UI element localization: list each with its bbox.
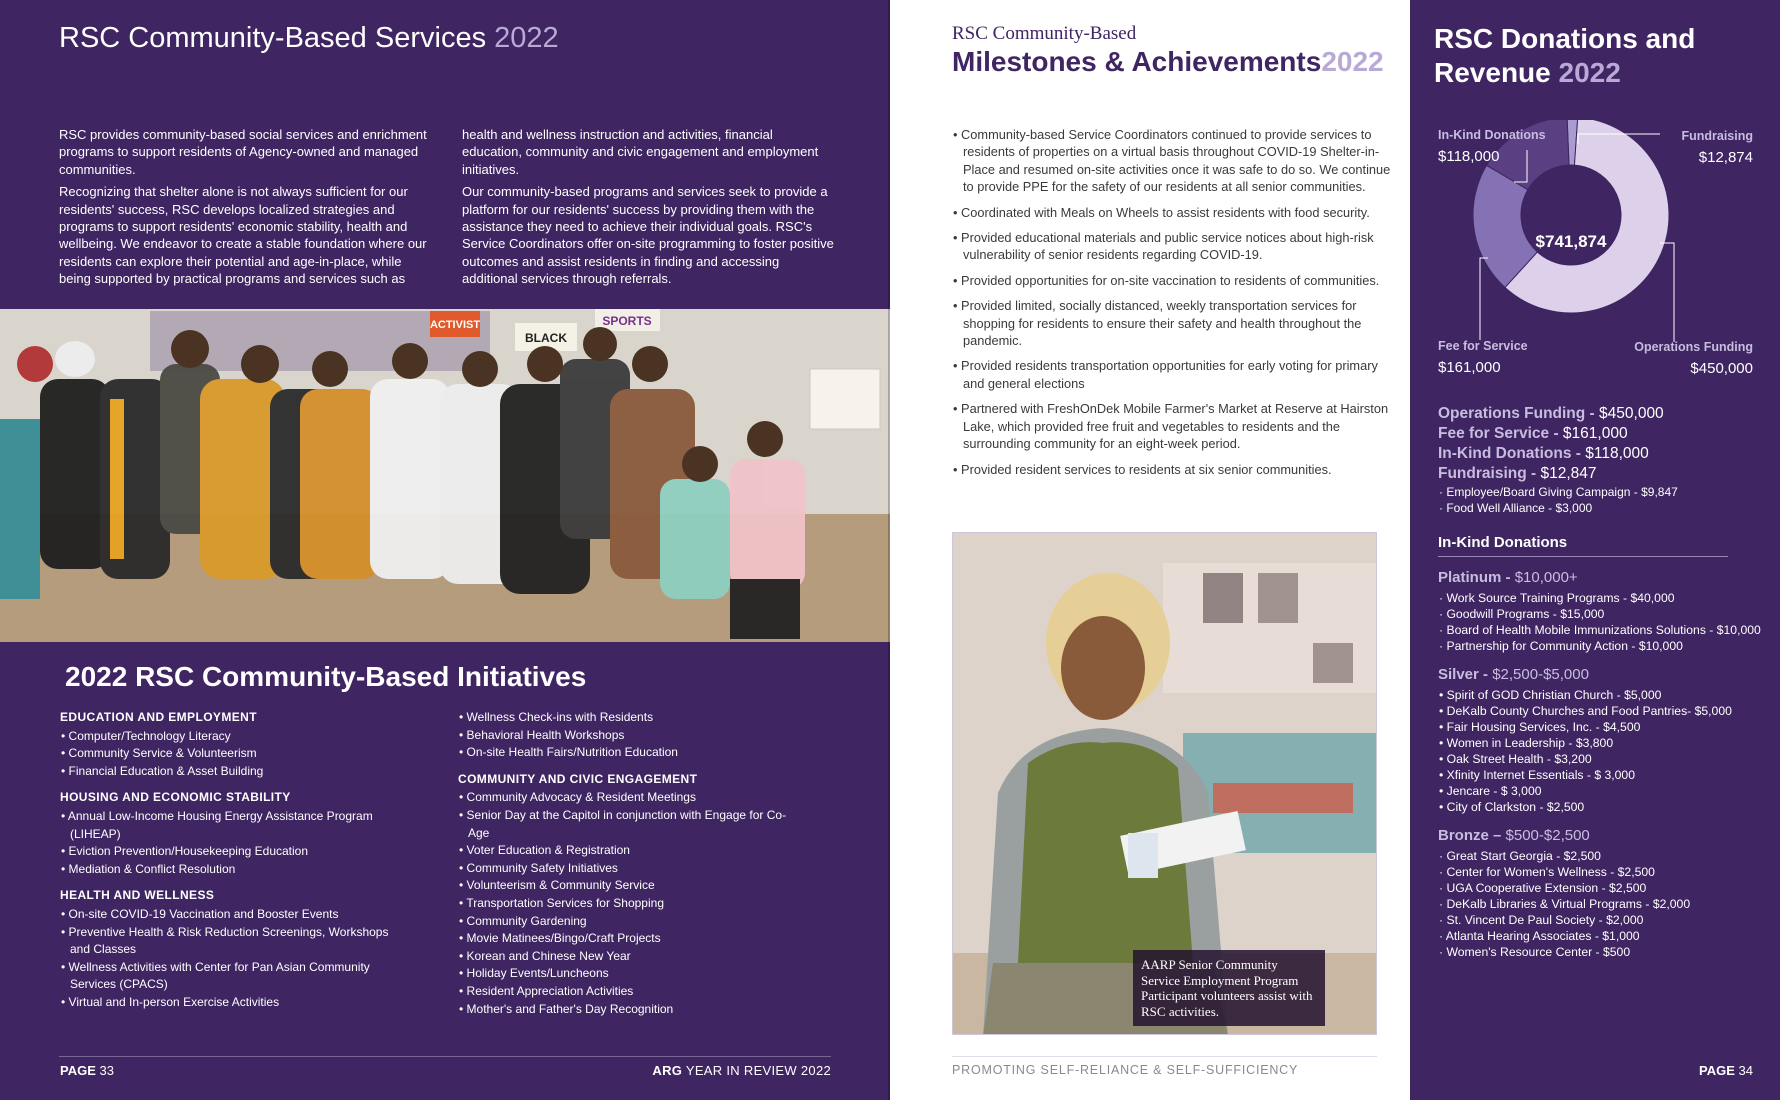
milestones-title-year: 2022: [1321, 46, 1384, 77]
list-item: • Wellness Check-ins with Residents: [458, 709, 803, 727]
health-list-continued: [458, 709, 803, 762]
page-number-left: [60, 1063, 114, 1078]
services-title-year: 2022: [494, 22, 559, 54]
housing-list: [60, 808, 405, 878]
list-item: • Financial Education & Asset Building: [60, 763, 405, 781]
intro-paragraph: Recognizing that shelter alone is not always sufficient for our residents' success, RSC develops localized strategies and programs to support residents' economic stability, health and wellbeing. We endeavor to create a stable foundation where our residents can explore their potential and age-in-place, while being supported by practical programs and services such as: [59, 184, 427, 287]
inkind-divider: [1438, 556, 1728, 557]
list-item: · Great Start Georgia - $2,500: [1438, 848, 1768, 864]
list-item: • On-site COVID-19 Vaccination and Booster Events: [60, 906, 405, 924]
summary-row: Fundraising - $12,847: [1438, 465, 1597, 482]
services-title: [59, 22, 559, 55]
donut-total: $741,874: [1535, 232, 1607, 251]
photo-caption: AARP Senior Community Service Employment Program Participant volunteers assist with RSC activities.: [1133, 950, 1325, 1026]
list-item: • Oak Street Health - $3,200: [1438, 751, 1768, 767]
page-milestones: [890, 0, 1410, 1100]
initiatives-column-2: [458, 709, 803, 1018]
fee-value: $161,000: [1438, 359, 1501, 376]
list-item: · Atlanta Hearing Associates - $1,000: [1438, 928, 1768, 944]
list-item: • Virtual and In-person Exercise Activities: [60, 994, 405, 1012]
list-item: • Volunteerism & Community Service: [458, 877, 803, 895]
list-item: • Annual Low-Income Housing Energy Assistance Program (LIHEAP): [60, 808, 405, 843]
leader-line-operations: [1660, 243, 1674, 342]
inkind-value: $118,000: [1438, 148, 1500, 165]
tier-bronze: Bronze – $500-$2,500: [1438, 827, 1590, 844]
list-item: • DeKalb County Churches and Food Pantries- $5,000: [1438, 703, 1768, 719]
list-item: • City of Clarkston - $2,500: [1438, 799, 1768, 815]
list-item: • Community Service & Volunteerism: [60, 745, 405, 763]
intro-column-2: [462, 126, 834, 293]
housing-heading: HOUSING AND ECONOMIC STABILITY: [60, 790, 291, 805]
list-item: · Food Well Alliance - $3,000: [1438, 500, 1758, 516]
footer-divider: [59, 1056, 831, 1057]
volunteer-photo: [952, 532, 1377, 1035]
donations-title: [1434, 22, 1780, 90]
operations-value: $450,000: [1690, 360, 1753, 377]
intro-paragraph: RSC provides community-based social services and enrichment programs to support residents of Agency-owned and managed communities.: [59, 127, 427, 177]
list-item: · Partnership for Community Action - $10,000: [1438, 638, 1768, 654]
list-item: • Provided resident services to residents at six senior communities.: [952, 461, 1392, 478]
list-item: • Fair Housing Services, Inc. - $4,500: [1438, 719, 1768, 735]
list-item: • Wellness Activities with Center for Pan Asian Community Services (CPACS): [60, 959, 405, 994]
initiatives-title: 2022 RSC Community-Based Initiatives: [65, 661, 587, 692]
milestones-list: [952, 126, 1392, 486]
list-item: • Senior Day at the Capitol in conjunction with Engage for Co-Age: [458, 807, 803, 842]
bronze-list: [1438, 848, 1768, 960]
list-item: • Voter Education & Registration: [458, 842, 803, 860]
inkind-tiers: [1438, 567, 1768, 960]
donations-title-main: RSC Donations and Revenue: [1434, 23, 1696, 88]
tier-silver: Silver - $2,500-$5,000: [1438, 666, 1589, 683]
fundraising-value: $12,874: [1698, 149, 1753, 166]
list-item: • Eviction Prevention/Housekeeping Education: [60, 843, 405, 861]
health-heading: HEALTH AND WELLNESS: [60, 888, 215, 903]
inkind-label: In-Kind Donations: [1438, 128, 1546, 142]
list-item: • Jencare - $ 3,000: [1438, 783, 1768, 799]
list-item: • Provided residents transportation opportunities for early voting for primary and general elections: [952, 357, 1392, 392]
list-item: • Mother's and Father's Day Recognition: [458, 1001, 803, 1019]
list-item: • Partnered with FreshOnDek Mobile Farmer's Market at Reserve at Hairston Lake, which provided free fruit and vegetables to residents and the surrounding community for an eight-week period.: [952, 400, 1392, 452]
list-item: • Spirit of GOD Christian Church - $5,000: [1438, 687, 1768, 703]
revenue-donut-chart: [1410, 120, 1780, 380]
list-item: • Behavioral Health Workshops: [458, 727, 803, 745]
list-item: · DeKalb Libraries & Virtual Programs - $2,000: [1438, 896, 1768, 912]
footer-brand: [652, 1063, 831, 1078]
intro-column-1: [59, 126, 431, 293]
page-34: [1410, 0, 1780, 1100]
list-item: • Provided opportunities for on-site vaccination to residents of communities.: [952, 272, 1392, 289]
page-number-value: 34: [1738, 1063, 1753, 1078]
summary-row: Operations Funding - $450,000: [1438, 405, 1664, 422]
list-item: • Computer/Technology Literacy: [60, 728, 405, 746]
list-item: • Provided educational materials and public service notices about high-risk vulnerability of senior residents regarding COVID-19.: [952, 229, 1392, 264]
list-item: • Coordinated with Meals on Wheels to assist residents with food security.: [952, 204, 1392, 221]
list-item: • Preventive Health & Risk Reduction Screenings, Workshops and Classes: [60, 924, 405, 959]
list-item: • Holiday Events/Luncheons: [458, 965, 803, 983]
list-item: · Goodwill Programs - $15,000: [1438, 606, 1768, 622]
civic-list: [458, 789, 803, 1018]
page-number-right: [1699, 1063, 1753, 1078]
civic-heading: COMMUNITY AND CIVIC ENGAGEMENT: [458, 771, 698, 786]
footer-divider: [952, 1056, 1377, 1057]
fundraising-list: [1438, 484, 1758, 516]
list-item: · Employee/Board Giving Campaign - $9,847: [1438, 484, 1758, 500]
leader-line-fee: [1480, 258, 1488, 340]
brand-subtitle: YEAR IN REVIEW 2022: [685, 1063, 831, 1078]
list-item: • Community Safety Initiatives: [458, 860, 803, 878]
sports-sign: SPORTS: [602, 314, 652, 328]
summary-row: In-Kind Donations - $118,000: [1438, 445, 1649, 462]
list-item: • Community Advocacy & Resident Meetings: [458, 789, 803, 807]
inkind-heading: In-Kind Donations: [1438, 534, 1568, 551]
health-list: [60, 906, 405, 1012]
activist-sign: ACTIVIST: [429, 319, 481, 331]
education-heading: EDUCATION AND EMPLOYMENT: [60, 710, 257, 724]
initiatives-column-1: [60, 709, 405, 1012]
black-sign: BLACK: [525, 331, 567, 345]
page-label: PAGE: [60, 1063, 96, 1078]
education-list: [60, 728, 405, 781]
group-photo: [0, 309, 890, 642]
fundraising-label: Fundraising: [1681, 129, 1753, 143]
milestones-title: [952, 46, 1384, 78]
services-title-main: RSC Community-Based Services: [59, 22, 487, 54]
list-item: • On-site Health Fairs/Nutrition Education: [458, 744, 803, 762]
intro-paragraph: health and wellness instruction and activities, financial education, community and civic engagement and employment initiatives.: [462, 127, 819, 177]
list-item: · Work Source Training Programs - $40,000: [1438, 590, 1768, 606]
list-item: • Movie Matinees/Bingo/Craft Projects: [458, 930, 803, 948]
list-item: • Resident Appreciation Activities: [458, 983, 803, 1001]
list-item: • Provided limited, socially distanced, weekly transportation services for shopping for residents to ensure their safety and health throughout the pandemic.: [952, 297, 1392, 349]
revenue-summary: [1438, 404, 1758, 516]
list-item: • Community Gardening: [458, 913, 803, 931]
list-item: · UGA Cooperative Extension - $2,500: [1438, 880, 1768, 896]
group-photo-illustration: [0, 309, 890, 642]
silver-list: [1438, 687, 1768, 815]
platinum-list: [1438, 590, 1768, 654]
list-item: • Transportation Services for Shopping: [458, 895, 803, 913]
donations-title-year: 2022: [1558, 57, 1621, 88]
fee-label: Fee for Service: [1438, 339, 1528, 353]
milestones-supertitle: RSC Community-Based: [952, 23, 1137, 44]
summary-row: Fee for Service - $161,000: [1438, 425, 1628, 442]
page-number-value: 33: [99, 1063, 114, 1078]
operations-label: Operations Funding: [1634, 340, 1753, 354]
list-item: · Center for Women's Wellness - $2,500: [1438, 864, 1768, 880]
list-item: • Mediation & Conflict Resolution: [60, 861, 405, 879]
list-item: • Xfinity Internet Essentials - $ 3,000: [1438, 767, 1768, 783]
milestones-title-main: Milestones & Achievements: [952, 46, 1322, 77]
list-item: · Board of Health Mobile Immunizations Solutions - $10,000: [1438, 622, 1768, 638]
list-item: • Korean and Chinese New Year: [458, 948, 803, 966]
tier-platinum: Platinum - $10,000+: [1438, 569, 1578, 586]
list-item: · St. Vincent De Paul Society - $2,000: [1438, 912, 1768, 928]
footer-tagline: PROMOTING SELF-RELIANCE & SELF-SUFFICIENCY: [952, 1063, 1299, 1077]
intro-paragraph: Our community-based programs and services seek to provide a platform for our residents' success by providing them with the assistance they need to achieve their individual goals. RSC's Service Coordinators offer on-site programming to foster positive outcomes and assist residents in finding and accessing additional services through referrals.: [462, 184, 834, 287]
list-item: • Women in Leadership - $3,800: [1438, 735, 1768, 751]
brand-name: ARG: [652, 1063, 683, 1078]
page-label: PAGE: [1699, 1063, 1735, 1078]
list-item: • Community-based Service Coordinators continued to provide services to residents of properties on a virtual basis throughout COVID-19 Shelter-in-Place and resumed on-site activities once it was safe to do so. We continue to provide PPE for the safety of our residents at all senior communities.: [952, 126, 1392, 196]
list-item: · Women's Resource Center - $500: [1438, 944, 1768, 960]
